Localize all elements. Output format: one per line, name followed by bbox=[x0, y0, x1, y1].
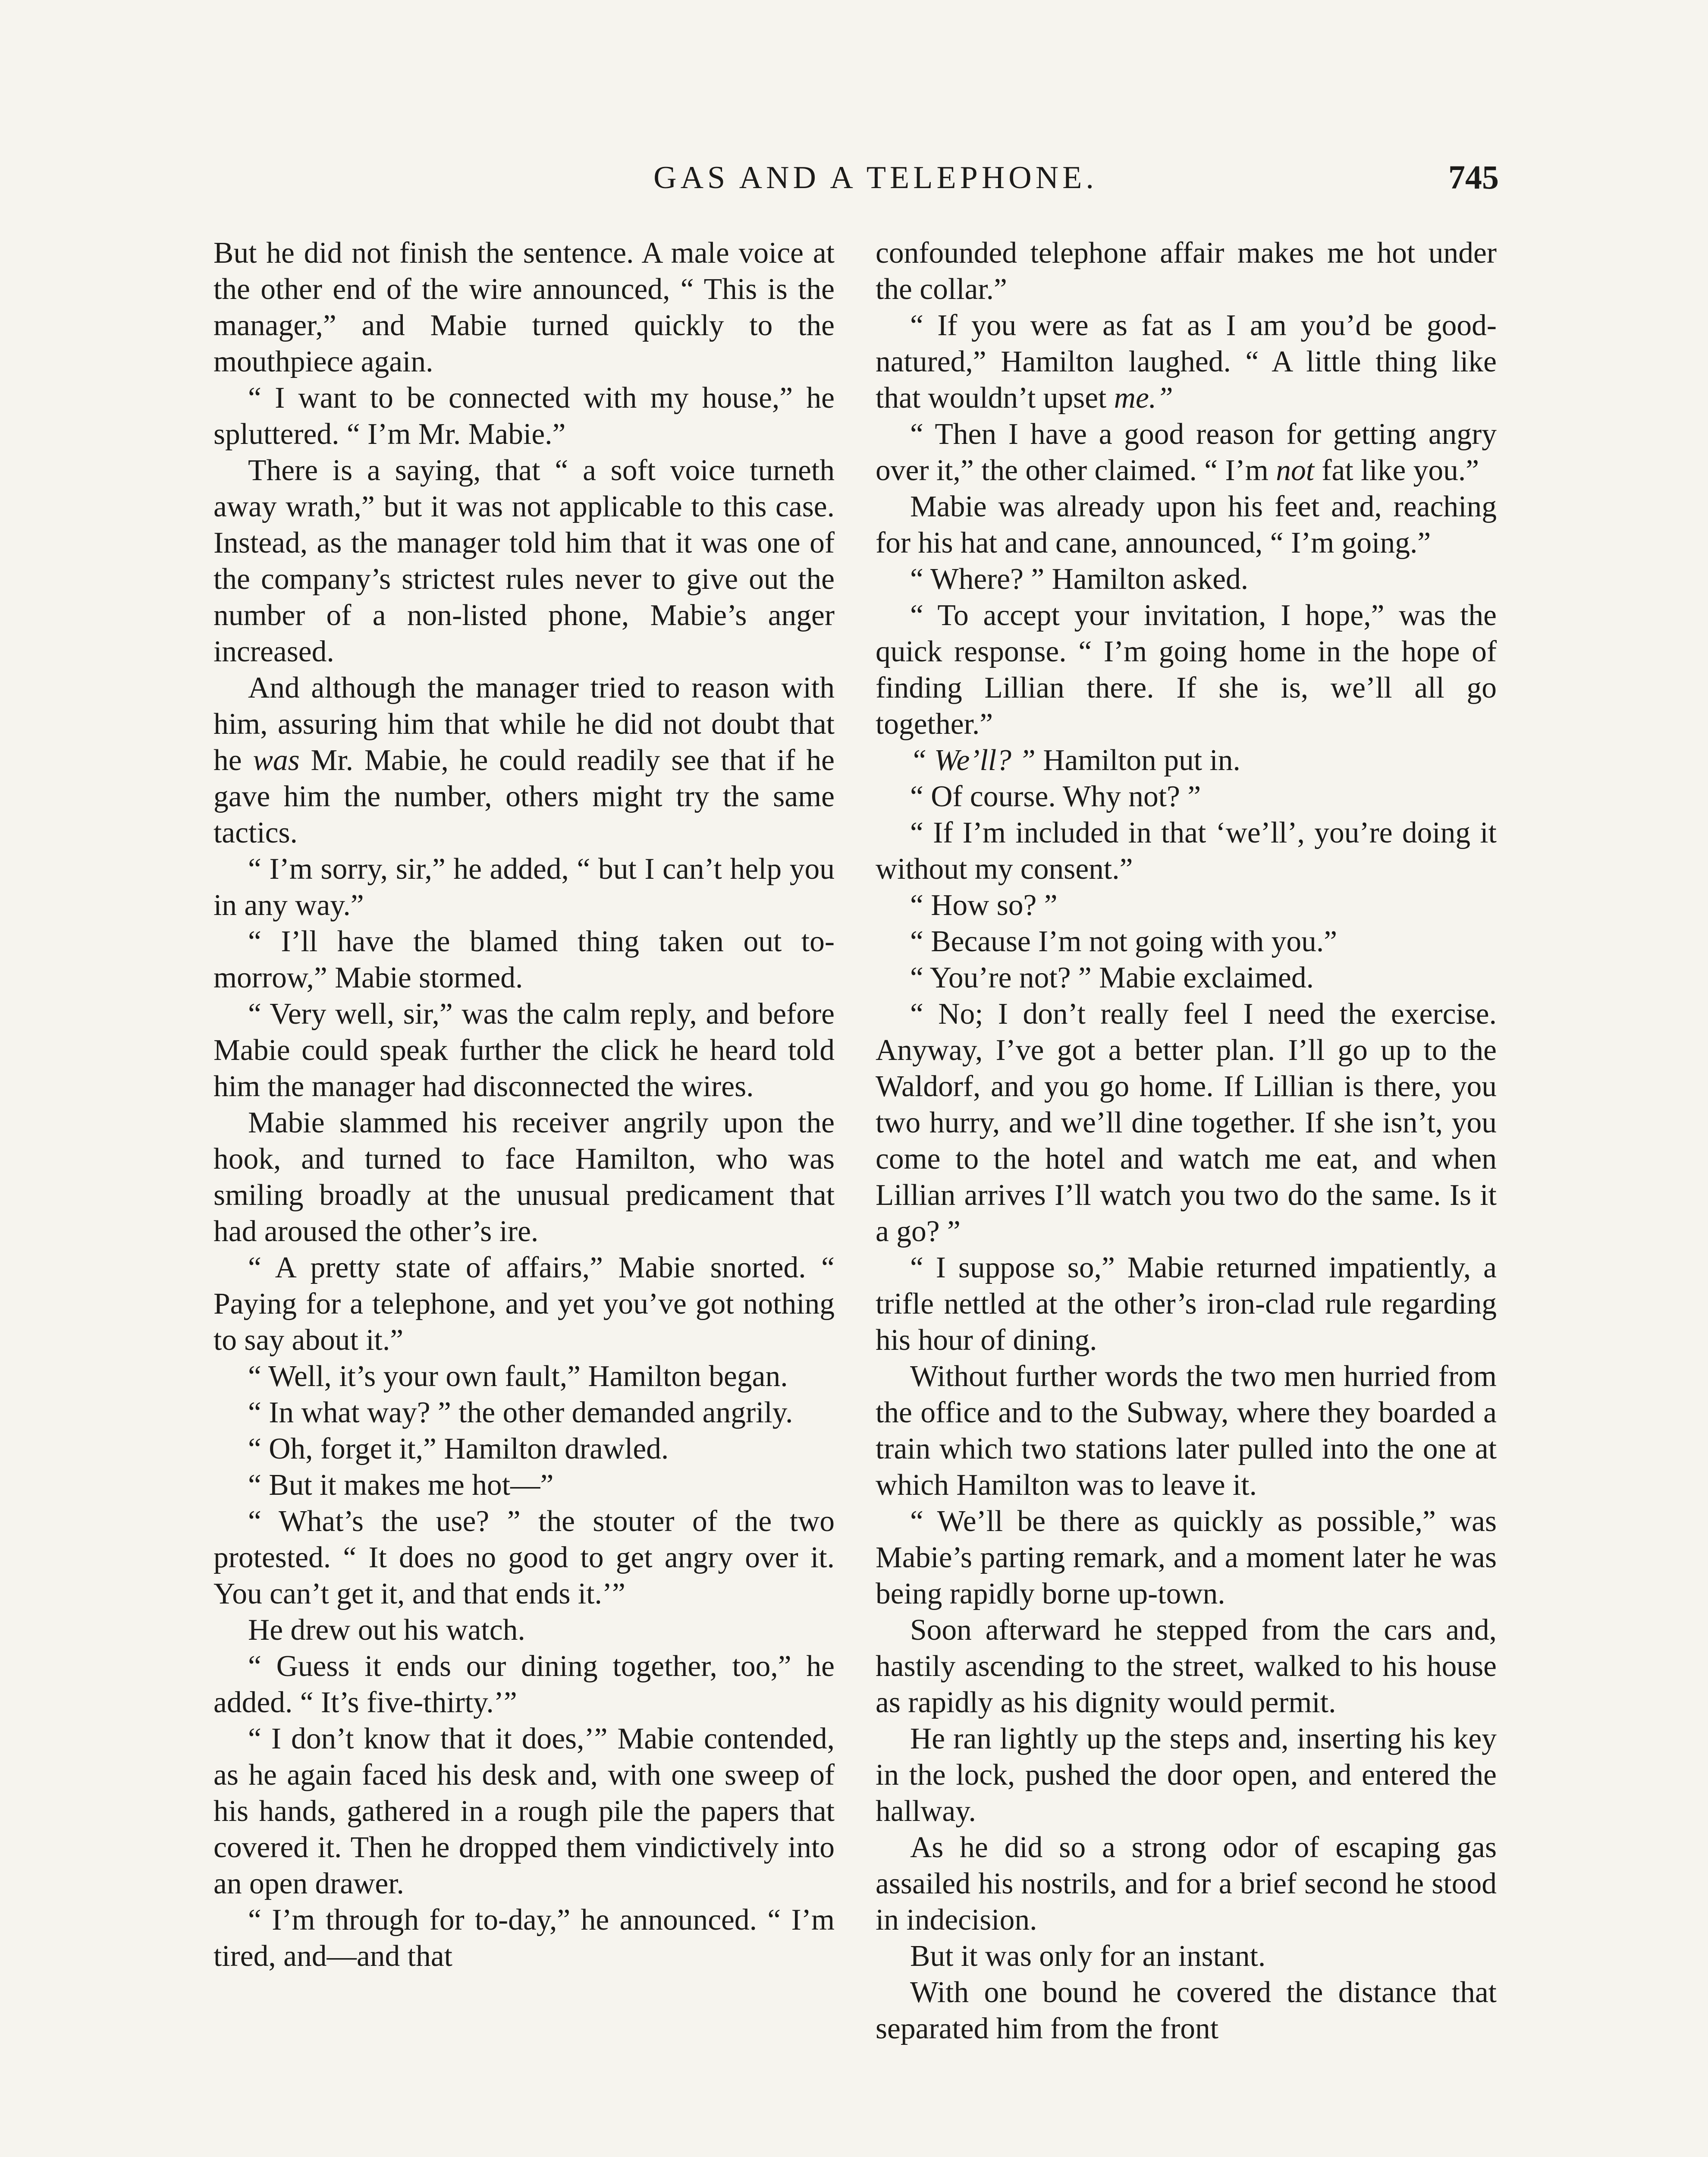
emphasis: “ We’ll? ” bbox=[910, 744, 1036, 777]
text-column-left bbox=[214, 235, 835, 1975]
paragraph: “ If I’m included in that ‘we’ll’, you’re doing it without my consent.” bbox=[876, 816, 1497, 886]
paragraph: Soon afterward he stepped from the cars and, hastily ascending to the street, walked to his house as rapidly as his dignity would permit. bbox=[876, 1613, 1497, 1719]
paragraph: “ I’m through for to-day,” he announced. “ I’m tired, and—and that bbox=[214, 1903, 835, 1973]
text-run: Mr. Mabie, he could readily see that if he gave him the number, others might try the same tactics. bbox=[214, 744, 835, 849]
paragraph: “ I don’t know that it does,’” Mabie contended, as he again faced his desk and, with one sweep of his hands, gathered in a rough pile the papers that covered it. Then he dropped them vindictively into an open drawer. bbox=[214, 1722, 835, 1900]
paragraph: “ I’m sorry, sir,” he added, “ but I can’t help you in any way.” bbox=[214, 852, 835, 922]
paragraph: “ I’ll have the blamed thing taken out to-morrow,” Mabie stormed. bbox=[214, 925, 835, 994]
paragraph: “ But it makes me hot—” bbox=[248, 1468, 554, 1502]
paragraph: Mabie slammed his receiver angrily upon the hook, and turned to face Hamilton, who was smiling broadly at the unusual predicament that had aroused the other’s ire. bbox=[214, 1106, 835, 1248]
text-run: Hamilton put in. bbox=[1035, 744, 1240, 777]
paragraph: “ Of course. Why not? ” bbox=[910, 780, 1201, 813]
paragraph: “ We’ll be there as quickly as possible,” was Mabie’s parting remark, and a moment later he was being rapidly borne up-town. bbox=[876, 1505, 1497, 1610]
paragraph: “ Guess it ends our dining together, too,” he added. “ It’s five-thirty.’” bbox=[214, 1650, 835, 1719]
paragraph: He drew out his watch. bbox=[248, 1613, 525, 1647]
paragraph: But it was only for an instant. bbox=[910, 1940, 1266, 1973]
paragraph bbox=[214, 670, 835, 851]
paragraph: “ No; I don’t really feel I need the exercise. Anyway, I’ve got a better plan. I’ll go up to the Waldorf, and you go home. If Lillian is there, you two hurry, and we’ll dine together. If she isn’t, you come to the hotel and watch me eat, and when Lillian arrives I’ll watch you two do the same. Is it a go? ” bbox=[876, 997, 1497, 1248]
emphasis: was bbox=[253, 744, 300, 777]
paragraph: But he did not finish the sentence. A male voice at the other end of the wire announced, “ This is the manager,” and Mabie turned quickly to the mouthpiece again. bbox=[214, 236, 835, 378]
paragraph: “ Well, it’s your own fault,” Hamilton began. bbox=[248, 1360, 788, 1393]
emphasis: me.” bbox=[1114, 381, 1173, 415]
paragraph: “ Very well, sir,” was the calm reply, and before Mabie could speak further the click he heard told him the manager had disconnected the wires. bbox=[214, 997, 835, 1103]
running-title: GAS AND A TELEPHONE. bbox=[653, 160, 1098, 195]
text-run: “ If you were as fat as I am you’d be good-natured,” Hamilton laughed. “ A little thing like that wouldn’t upset bbox=[876, 309, 1497, 415]
emphasis: not bbox=[1276, 454, 1315, 487]
paragraph bbox=[876, 416, 1497, 489]
paragraph: “ A pretty state of affairs,” Mabie snorted. “ Paying for a telephone, and yet you’ve got nothing to say about it.” bbox=[214, 1251, 835, 1357]
paragraph: “ You’re not? ” Mabie exclaimed. bbox=[910, 961, 1314, 994]
text-run: And although the manager tried to reason with him, assuring him that while he did not doubt that he bbox=[214, 671, 835, 777]
paragraph: “ In what way? ” the other demanded angrily. bbox=[248, 1396, 793, 1429]
paragraph: He ran lightly up the steps and, inserting his key in the lock, pushed the door open, and entered the hallway. bbox=[876, 1722, 1497, 1828]
paragraph: “ Where? ” Hamilton asked. bbox=[910, 563, 1249, 596]
paragraph: “ I want to be connected with my house,” he spluttered. “ I’m Mr. Mabie.” bbox=[214, 381, 835, 451]
paragraph: “ How so? ” bbox=[910, 889, 1058, 922]
paragraph: confounded telephone affair makes me hot under the collar.” bbox=[876, 236, 1497, 306]
text-column-right bbox=[876, 235, 1497, 2047]
page-number: 745 bbox=[1448, 158, 1499, 196]
paragraph: There is a saying, that “ a soft voice turneth away wrath,” but it was not applicable to this case. Instead, as the manager told him that it was one of the company’s strictest rules never to give out the number of a non-listed phone, Mabie’s anger increased. bbox=[214, 454, 835, 668]
text-run: “ Then I have a good reason for getting angry over it,” the other claimed. “ I’m bbox=[876, 418, 1497, 487]
paragraph: “ Because I’m not going with you.” bbox=[910, 925, 1338, 958]
text-run: fat like you.” bbox=[1314, 454, 1479, 487]
paragraph: Mabie was already upon his feet and, reaching for his hat and cane, announced, “ I’m going.” bbox=[876, 490, 1497, 560]
paragraph: “ To accept your invitation, I hope,” was the quick response. “ I’m going home in the hope of finding Lillian there. If she is, we’ll all go together.” bbox=[876, 599, 1497, 741]
paragraph bbox=[876, 742, 1497, 779]
paragraph: With one bound he covered the distance that separated him from the front bbox=[876, 1976, 1497, 2045]
paragraph: “ Oh, forget it,” Hamilton drawled. bbox=[248, 1432, 669, 1465]
paragraph bbox=[876, 308, 1497, 416]
paragraph: Without further words the two men hurried from the office and to the Subway, where they boarded a train which two stations later pulled into the one at which Hamilton was to leave it. bbox=[876, 1360, 1497, 1502]
paragraph: “ What’s the use? ” the stouter of the two protested. “ It does no good to get angry over it. You can’t get it, and that ends it.’” bbox=[214, 1505, 835, 1610]
paragraph: As he did so a strong odor of escaping gas assailed his nostrils, and for a brief second he stood in indecision. bbox=[876, 1831, 1497, 1937]
paragraph: “ I suppose so,” Mabie returned impatiently, a trifle nettled at the other’s iron-clad rule regarding his hour of dining. bbox=[876, 1251, 1497, 1357]
